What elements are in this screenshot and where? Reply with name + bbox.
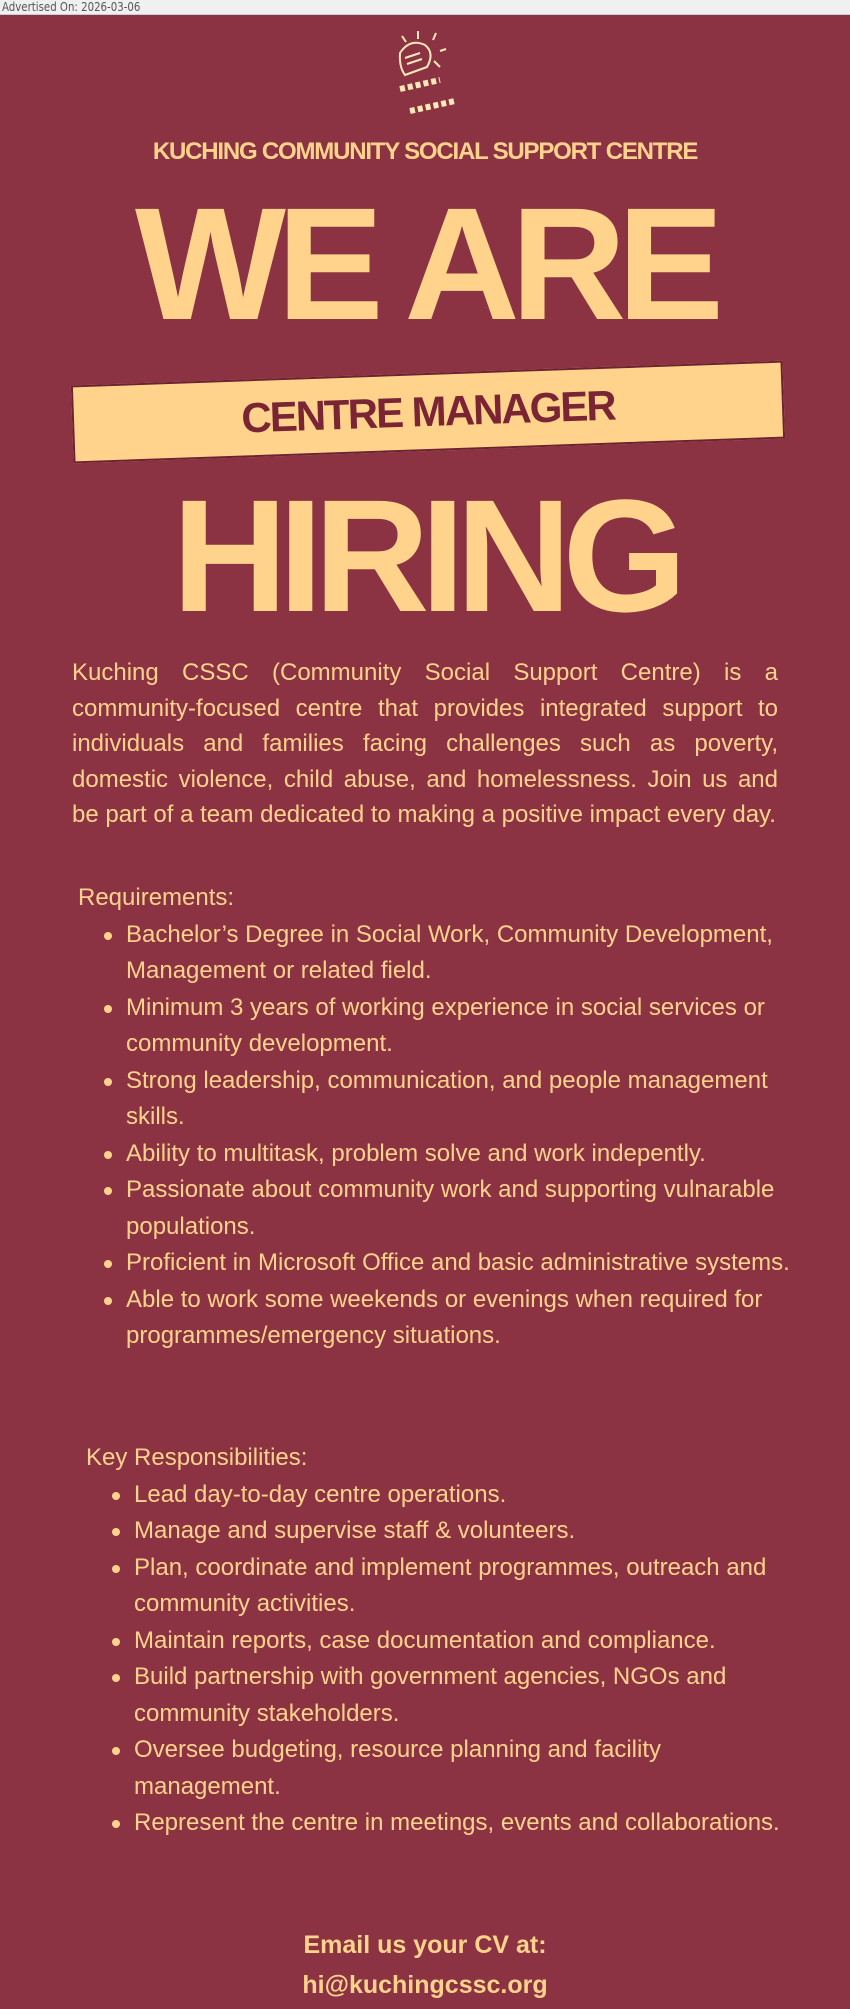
responsibility-text: Maintain reports, case documentation and compliance. [134, 1626, 716, 1654]
bullet-icon [112, 1747, 120, 1755]
responsibilities-section [86, 1440, 786, 1842]
requirement-item [126, 990, 798, 1063]
contact-block [0, 1925, 850, 2005]
responsibility-text: Build partnership with government agencies, NGOs and community stakeholders. [134, 1663, 727, 1727]
responsibility-item [134, 1659, 786, 1732]
bullet-icon [104, 1187, 112, 1195]
contact-label: Email us your CV at: [303, 1931, 547, 1959]
requirement-text: Bachelor’s Degree in Social Work, Community Development, Management or related field. [126, 920, 773, 984]
intro-paragraph: Kuching CSSC (Community Social Support Centre) is a community-focused centre that provides integrated support to individuals and families facing challenges such as poverty, domestic violence, child abuse, and homelessness. Join us and be part of a team dedicated to making a positive impact every day. [72, 659, 778, 828]
advertised-date: Advertised On: 2026-03-06 [2, 0, 141, 14]
bullet-icon [112, 1492, 120, 1500]
bullet-icon [104, 1005, 112, 1013]
bullet-icon [104, 1260, 112, 1268]
requirement-text: Ability to multitask, problem solve and work indepently. [126, 1139, 706, 1167]
responsibility-item [134, 1805, 786, 1842]
organization-name: KUCHING COMMUNITY SOCIAL SUPPORT CENTRE [152, 138, 698, 165]
requirement-item [126, 1172, 798, 1245]
responsibility-item [134, 1550, 786, 1623]
requirement-text: Proficient in Microsoft Office and basic administrative systems. [126, 1249, 790, 1276]
requirement-item [126, 1136, 798, 1173]
responsibility-text: Plan, coordinate and implement programmes, outreach and community activities. [134, 1553, 767, 1617]
bullet-icon [112, 1528, 120, 1536]
position-banner [71, 361, 785, 464]
requirement-text: Passionate about community work and supporting vulnarable populations. [126, 1176, 775, 1240]
bring-it-on-logo [370, 23, 480, 123]
bullet-icon [112, 1674, 120, 1682]
position-title: CENTRE MANAGER [240, 381, 616, 442]
requirements-section [78, 880, 798, 1355]
bullet-icon [112, 1565, 120, 1573]
bullet-icon [112, 1820, 120, 1828]
responsibility-item [134, 1513, 786, 1550]
bullet-icon [104, 1151, 112, 1159]
headline-we-are: WE ARE [134, 174, 716, 353]
bullet-icon [112, 1638, 120, 1646]
responsibility-text: Manage and supervise staff & volunteers. [134, 1517, 576, 1544]
requirements-title: Requirements: [78, 884, 235, 911]
responsibilities-title: Key Responsibilities: [86, 1444, 308, 1471]
requirement-item [126, 917, 798, 990]
responsibility-item [134, 1477, 786, 1514]
responsibility-text: Represent the centre in meetings, events and collaborations. [134, 1809, 780, 1836]
headline-hiring: HIRING [172, 466, 678, 645]
advertised-date-bar [0, 0, 850, 15]
responsibility-text: Lead day-to-day centre operations. [134, 1480, 507, 1508]
bullet-icon [104, 932, 112, 940]
requirement-text: Strong leadership, communication, and people management skills. [126, 1066, 768, 1130]
contact-email-link[interactable]: hi@kuchingcssc.org [302, 1971, 548, 1999]
bullet-icon [104, 1078, 112, 1086]
responsibility-item [134, 1623, 786, 1660]
responsibility-text: Oversee budgeting, resource planning and facility management. [134, 1736, 661, 1800]
requirement-text: Minimum 3 years of working experience in social services or community development. [126, 993, 765, 1057]
requirement-item [126, 1245, 798, 1282]
job-poster [0, 15, 850, 2009]
responsibility-item [134, 1732, 786, 1805]
bullet-icon [104, 1297, 112, 1305]
requirement-text: Able to work some weekends or evenings when required for programmes/emergency situations. [126, 1285, 763, 1349]
requirement-item [126, 1063, 798, 1136]
requirement-item [126, 1282, 798, 1355]
